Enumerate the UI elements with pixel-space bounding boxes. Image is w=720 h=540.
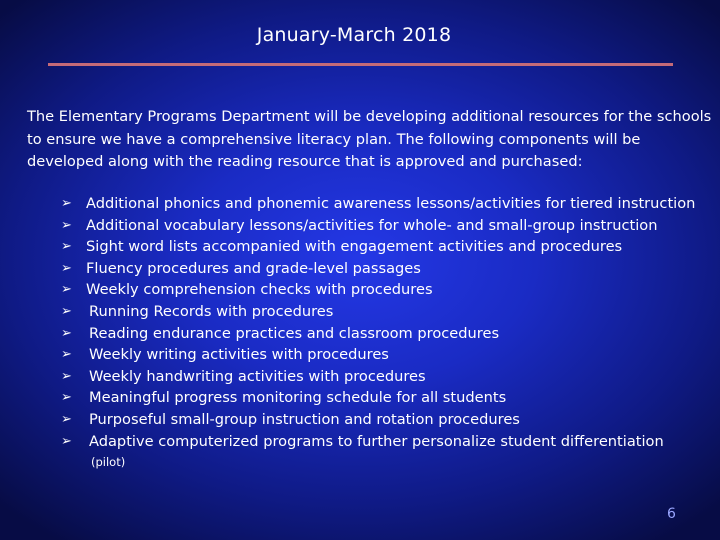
list-item [61,366,711,388]
list-item [61,409,711,431]
pilot-note: (pilot) [91,455,126,469]
arrowhead-bullet-icon: ➢ [61,433,72,449]
list-item [61,193,711,215]
arrowhead-bullet-icon: ➢ [61,260,72,276]
list-item-text: Weekly comprehension checks with procedures [86,281,433,299]
list-item [61,431,711,453]
arrowhead-bullet-icon: ➢ [61,217,72,233]
slide-title: January-March 2018 [256,24,452,46]
list-item-text: Adaptive computerized programs to further personalize student differentiation [89,432,664,450]
components-list [61,193,711,452]
list-item [61,323,711,345]
intro-paragraph: The Elementary Programs Department will be developing additional resources for the schools to ensure we have a comprehensive literacy plan. The following components will be developed along with the reading resource that is approved and purchased: [27,108,712,170]
arrowhead-bullet-icon: ➢ [61,390,72,406]
list-item-text: Running Records with procedures [89,302,334,320]
list-item [61,387,711,409]
list-item-text: Meaningful progress monitoring schedule for all students [89,389,507,407]
list-item-text: Additional vocabulary lessons/activities for whole- and small-group instruction [86,216,658,234]
list-item [61,258,711,280]
list-item-text: Additional phonics and phonemic awareness lessons/activities for tiered instruction [86,195,696,212]
list-item-text: Weekly handwriting activities with procedures [89,367,426,385]
arrowhead-bullet-icon: ➢ [61,196,72,211]
arrowhead-bullet-icon: ➢ [61,347,72,363]
arrowhead-bullet-icon: ➢ [61,239,72,255]
list-item-text: Reading endurance practices and classroom procedures [89,324,500,342]
list-item-text: Weekly writing activities with procedures [89,346,389,364]
list-item [61,236,711,258]
arrowhead-bullet-icon: ➢ [61,368,72,384]
arrowhead-bullet-icon: ➢ [61,325,72,341]
list-item [61,215,711,237]
title-divider [48,63,673,66]
list-item-text: Sight word lists accompanied with engagement activities and procedures [86,238,623,256]
list-item [61,344,711,366]
arrowhead-bullet-icon: ➢ [61,411,72,427]
arrowhead-bullet-icon: ➢ [61,303,72,319]
arrowhead-bullet-icon: ➢ [61,282,72,298]
page-number: 6 [667,506,676,522]
list-item [61,279,711,301]
list-item-text: Purposeful small-group instruction and rotation procedures [89,410,520,428]
list-item [61,301,711,323]
list-item-text: Fluency procedures and grade-level passages [86,259,421,277]
